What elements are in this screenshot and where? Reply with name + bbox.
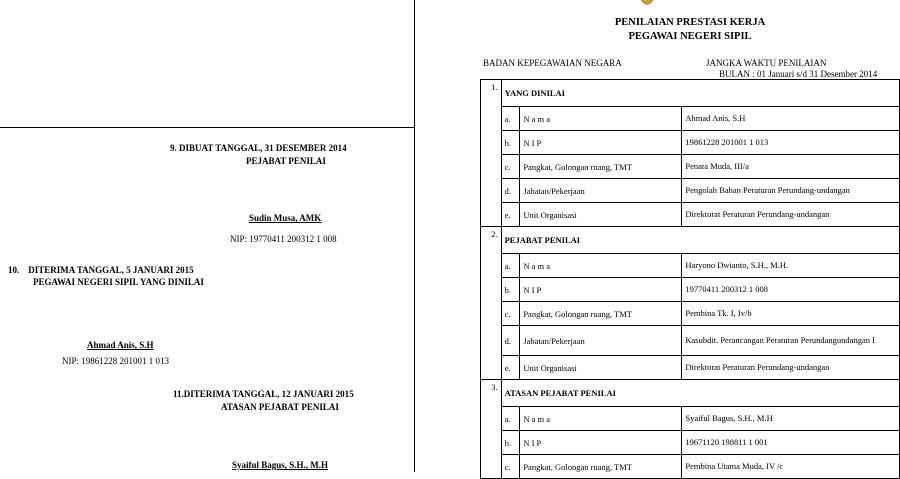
emblem-icon (640, 0, 654, 8)
row-value: Direktorat Peraturan Perundang-undangan (682, 203, 900, 227)
row-value: 19770411 200312 1 008 (682, 278, 900, 302)
table-row (481, 407, 900, 431)
row-label: Pangkat, Golongan ruang, TMT (520, 155, 682, 179)
table-row (481, 107, 900, 131)
table-row (481, 356, 900, 380)
row-label: N a m a (520, 107, 682, 131)
item11-heading: 11.DITERIMA TANGGAL, 12 JANUARI 2015 (173, 389, 354, 399)
row-letter: c. (501, 155, 520, 179)
section-number: 3. (481, 380, 502, 479)
item11-signatory-name: Syaiful Bagus, S.H., M.H (232, 460, 329, 470)
item9-role: PEJABAT PENILAI (246, 156, 326, 166)
row-value: Direktorat Peraturan Perundang-undangan (682, 356, 900, 380)
row-value: Kasubdit. Perancangan Peraturan Perundangundangan I (682, 326, 900, 356)
row-label: Pangkat, Golongan ruang, TMT (520, 302, 682, 326)
table-row (481, 254, 900, 278)
row-letter: e. (501, 356, 520, 380)
row-label: N I P (520, 131, 682, 155)
row-letter: b. (501, 131, 520, 155)
row-letter: a. (501, 107, 520, 131)
section-number: 2. (481, 227, 502, 380)
row-value: Pembina Utama Muda, IV /c (682, 455, 900, 479)
period-label: JANGKA WAKTU PENILAIAN (706, 58, 827, 68)
section-title: ATASAN PEJABAT PENILAI (501, 380, 899, 407)
row-letter: b. (501, 431, 520, 455)
item10-signatory-name: Ahmad Anis, S.H (87, 340, 154, 350)
empty-top-box (0, 0, 414, 128)
table-row (481, 302, 900, 326)
item11-role: ATASAN PEJABAT PENILAI (221, 402, 339, 412)
item9-heading: 9. DIBUAT TANGGAL, 31 DESEMBER 2014 (170, 143, 347, 153)
row-letter: c. (501, 455, 520, 479)
row-value: Pembina Tk. I, Iv/b (682, 302, 900, 326)
row-value: Syaiful Bagus, S.H., M.H (682, 407, 900, 431)
item9-signatory-name: Sudin Musa, AMK (249, 213, 322, 223)
table-row (481, 131, 900, 155)
row-label: Pangkat, Golongan ruang, TMT (520, 455, 682, 479)
item10-signatory-nip: NIP: 19861228 201001 1 013 (62, 356, 170, 366)
page-divider (414, 0, 415, 472)
table-row (481, 455, 900, 479)
row-label: N I P (520, 278, 682, 302)
table-row (481, 278, 900, 302)
table-row (481, 326, 900, 356)
row-letter: c. (501, 302, 520, 326)
row-label: N I P (520, 431, 682, 455)
row-value: 19671120 198811 1 001 (682, 431, 900, 455)
agency-name: BADAN KEPEGAWAIAN NEGARA (483, 58, 622, 68)
item10-role: PEGAWAI NEGERI SIPIL YANG DINILAI (33, 277, 204, 287)
table-row (481, 203, 900, 227)
row-label: Unit Organisasi (520, 356, 682, 380)
row-value: Penata Muda, III/a (682, 155, 900, 179)
section-title: PEJABAT PENILAI (501, 227, 899, 254)
section-number: 1. (481, 80, 502, 227)
item10-heading: 10. DITERIMA TANGGAL, 5 JANUARI 2015 (8, 265, 194, 275)
row-value: Ahmad Anis, S.H (682, 107, 900, 131)
period-value: BULAN : 01 Januari s/d 31 Desember 2014 (719, 69, 878, 79)
item9-signatory-nip: NIP: 19770411 200312 1 008 (230, 234, 337, 244)
row-label: N a m a (520, 407, 682, 431)
table-row (481, 179, 900, 203)
row-value: Pengolah Bahan Peraturan Perundang-undangan (682, 179, 900, 203)
table-row (481, 431, 900, 455)
row-letter: a. (501, 254, 520, 278)
row-label: Jabatan/Pekerjaan (520, 179, 682, 203)
row-label: Unit Organisasi (520, 203, 682, 227)
form-title-line2: PEGAWAI NEGERI SIPIL (628, 31, 752, 42)
row-letter: b. (501, 278, 520, 302)
section-title: YANG DINILAI (501, 80, 899, 107)
row-letter: d. (501, 326, 520, 356)
form-title-line1: PENILAIAN PRESTASI KERJA (614, 17, 766, 28)
row-letter: d. (501, 179, 520, 203)
appraisal-identity-table (480, 79, 900, 479)
row-value: 19861228 201001 1 013 (682, 131, 900, 155)
row-label: N a m a (520, 254, 682, 278)
row-letter: e. (501, 203, 520, 227)
row-label: Jabatan/Pekerjaan (520, 326, 682, 356)
row-letter: a. (501, 407, 520, 431)
table-row (481, 155, 900, 179)
row-value: Haryono Dwianto, S.H., M.H. (682, 254, 900, 278)
